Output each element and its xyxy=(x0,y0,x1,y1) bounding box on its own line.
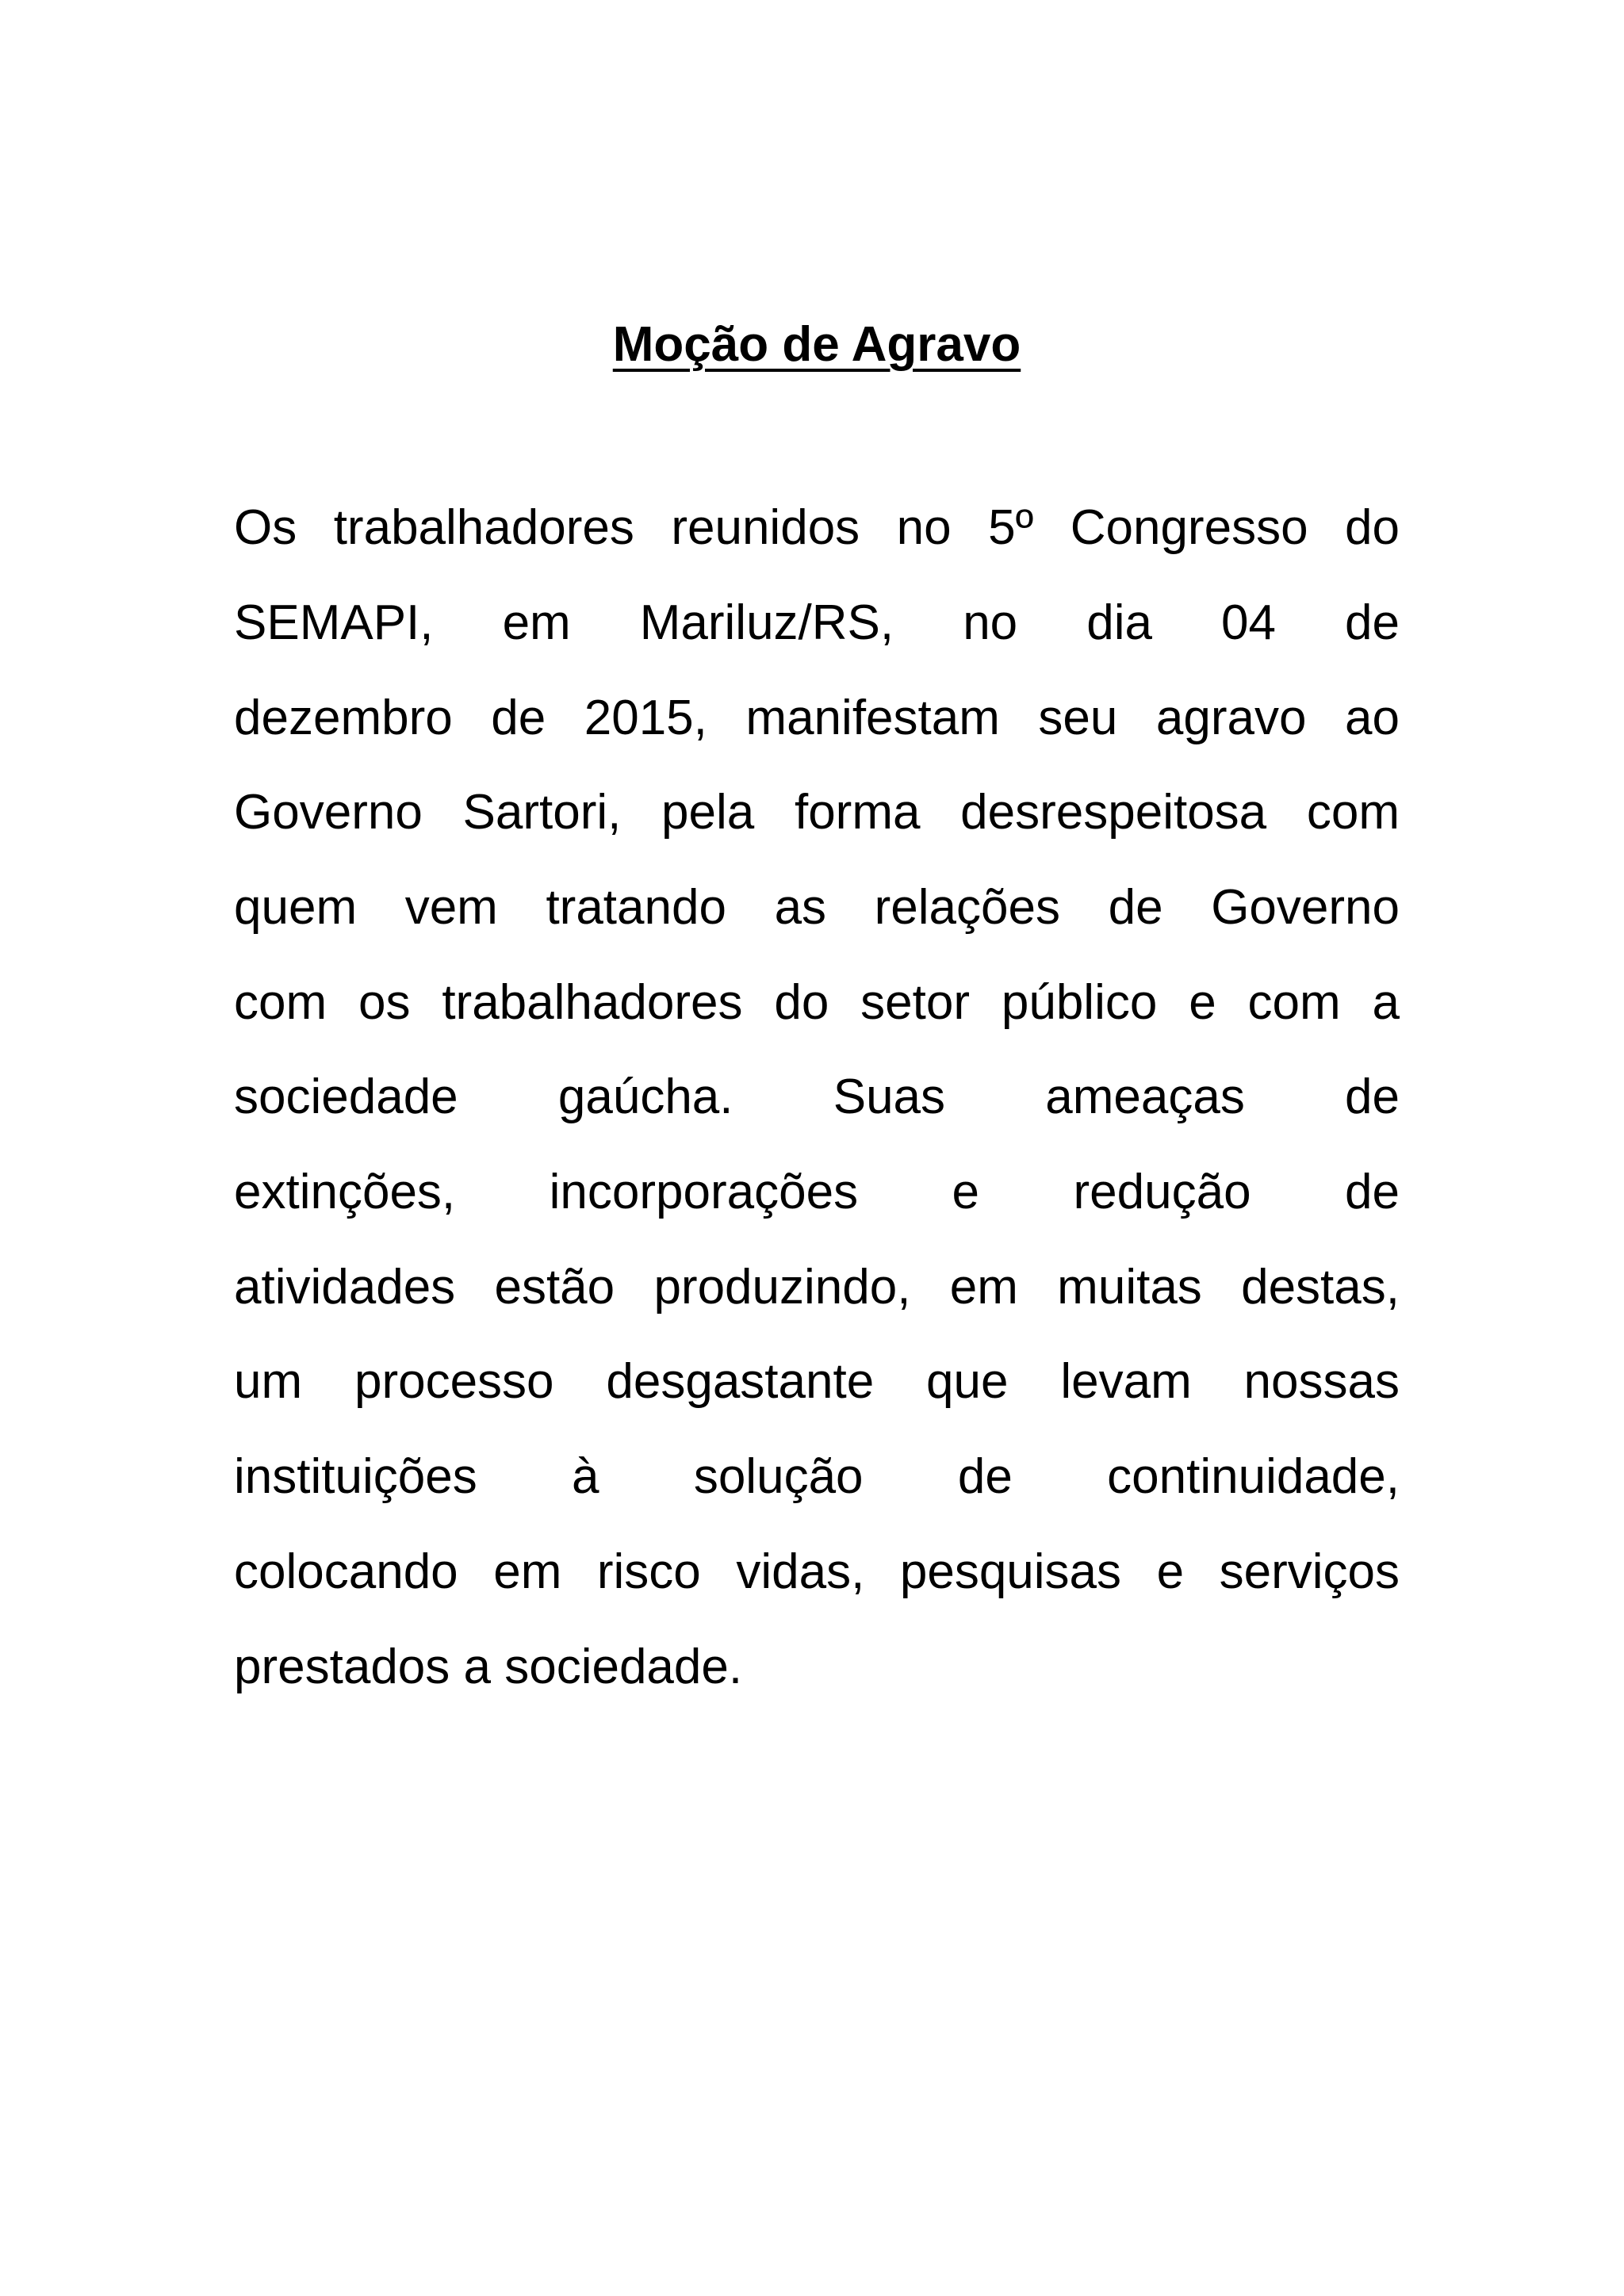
body-line: instituições à solução de continuidade, xyxy=(234,1449,1400,1504)
body-line: dezembro de 2015, manifestam seu agravo ao xyxy=(234,691,1400,745)
body-line: um processo desgastante que levam nossas xyxy=(234,1354,1400,1409)
body-line: colocando em risco vidas, pesquisas e serviços xyxy=(234,1544,1400,1599)
body-line: Governo Sartori, pela forma desrespeitosa com xyxy=(234,785,1400,840)
body-line: extinções, incorporações e redução de xyxy=(234,1165,1400,1219)
body-line: com os trabalhadores do setor público e com a xyxy=(234,975,1400,1030)
body-line: quem vem tratando as relações de Governo xyxy=(234,880,1400,935)
document-title: Moção de Agravo xyxy=(612,317,1021,372)
body-line: SEMAPI, em Mariluz/RS, no dia 04 de xyxy=(234,595,1400,650)
body-line: atividades estão produzindo, em muitas destas, xyxy=(234,1260,1400,1314)
body-line: Os trabalhadores reunidos no 5º Congresso do xyxy=(234,500,1400,555)
body-line: sociedade gaúcha. Suas ameaças de xyxy=(234,1070,1400,1124)
body-line: prestados a sociedade. xyxy=(234,1640,743,1694)
